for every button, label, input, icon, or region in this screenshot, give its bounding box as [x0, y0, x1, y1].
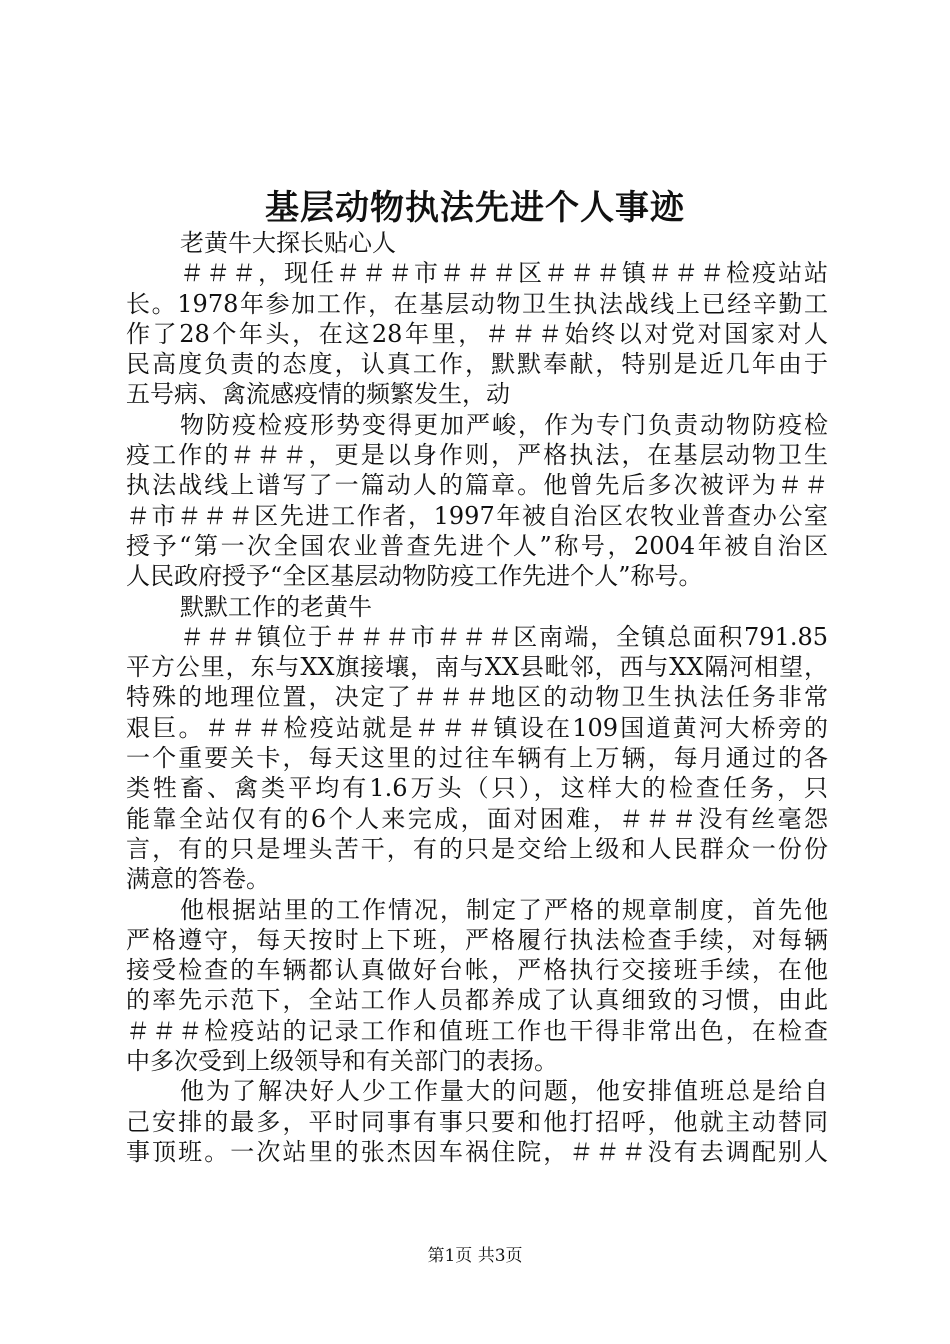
text-line: 老黄牛大探长贴心人: [180, 229, 396, 257]
text-line: ＃＃＃，现任＃＃＃市＃＃＃区＃＃＃镇＃＃＃检疫站站: [180, 259, 828, 288]
text-line: 默默工作的老黄牛: [180, 592, 372, 621]
text-line: ＃＃＃镇位于＃＃＃市＃＃＃区南端，全镇总面积791.85: [180, 622, 828, 651]
document-title: 基层动物执法先进个人事迹: [265, 188, 685, 228]
text-line: 平方公里，东与XX旗接壤，南与XX县毗邻，西与XX隔河相望，: [126, 653, 828, 682]
text-line: 执法战线上谱写了一篇动人的篇章。他曾先后多次被评为＃＃: [126, 471, 828, 500]
text-line: 艰巨。＃＃＃检疫站就是＃＃＃镇设在109国道黄河大桥旁的: [126, 713, 828, 742]
text-line: 类牲畜、禽类平均有1.6万头（只），这样大的检查任务，只: [126, 774, 828, 803]
text-line: 接受检查的车辆都认真做好台帐，严格执行交接班手续，在他: [126, 956, 828, 985]
text-line: 物防疫检疫形势变得更加严峻，作为专门负责动物防疫检: [180, 410, 828, 439]
text-line: 他为了解决好人少工作量大的问题，他安排值班总是给自: [180, 1077, 828, 1106]
text-line: 满意的答卷。: [126, 865, 270, 894]
text-line: 作了28个年头，在这28年里，＃＃＃始终以对党对国家对人: [126, 319, 828, 348]
text-line: 特殊的地理位置，决定了＃＃＃地区的动物卫生执法任务非常: [126, 683, 828, 712]
text-line: 的率先示范下，全站工作人员都养成了认真细致的习惯，由此: [126, 986, 828, 1015]
text-line: 能靠全站仅有的6个人来完成，面对困难，＃＃＃没有丝毫怨: [126, 804, 828, 833]
text-line: 他根据站里的工作情况，制定了严格的规章制度，首先他: [180, 895, 828, 924]
text-line: 事顶班。一次站里的张杰因车祸住院，＃＃＃没有去调配别人: [126, 1137, 828, 1166]
text-line: 言，有的只是埋头苦干，有的只是交给上级和人民群众一份份: [126, 834, 828, 863]
page-footer: 第1页 共3页: [427, 1246, 523, 1266]
text-line: ＃市＃＃＃区先进工作者，1997年被自治区农牧业普查办公室: [126, 501, 828, 530]
text-line: 中多次受到上级领导和有关部门的表扬。: [126, 1047, 558, 1076]
text-line: ＃＃＃检疫站的记录工作和值班工作也干得非常出色，在检查: [126, 1016, 828, 1045]
text-line: 五号病、禽流感疫情的频繁发生，动: [126, 380, 510, 409]
text-line: 一个重要关卡，每天这里的过往车辆有上万辆，每月通过的各: [126, 744, 828, 773]
text-line: 己安排的最多，平时同事有事只要和他打招呼，他就主动替同: [126, 1107, 828, 1136]
document-body: [126, 228, 828, 1167]
text-line: 民高度负责的态度，认真工作，默默奉献，特别是近几年由于: [126, 350, 828, 379]
text-line: 授予“第一次全国农业普查先进个人”称号，2004年被自治区: [126, 531, 828, 560]
text-line: 严格遵守，每天按时上下班，严格履行执法检查手续，对每辆: [126, 925, 828, 954]
text-line: 疫工作的＃＃＃，更是以身作则，严格执法，在基层动物卫生: [126, 441, 828, 470]
text-line: 长。1978年参加工作，在基层动物卫生执法战线上已经辛勤工: [126, 289, 828, 318]
text-line: 人民政府授予“全区基层动物防疫工作先进个人”称号。: [126, 562, 703, 591]
